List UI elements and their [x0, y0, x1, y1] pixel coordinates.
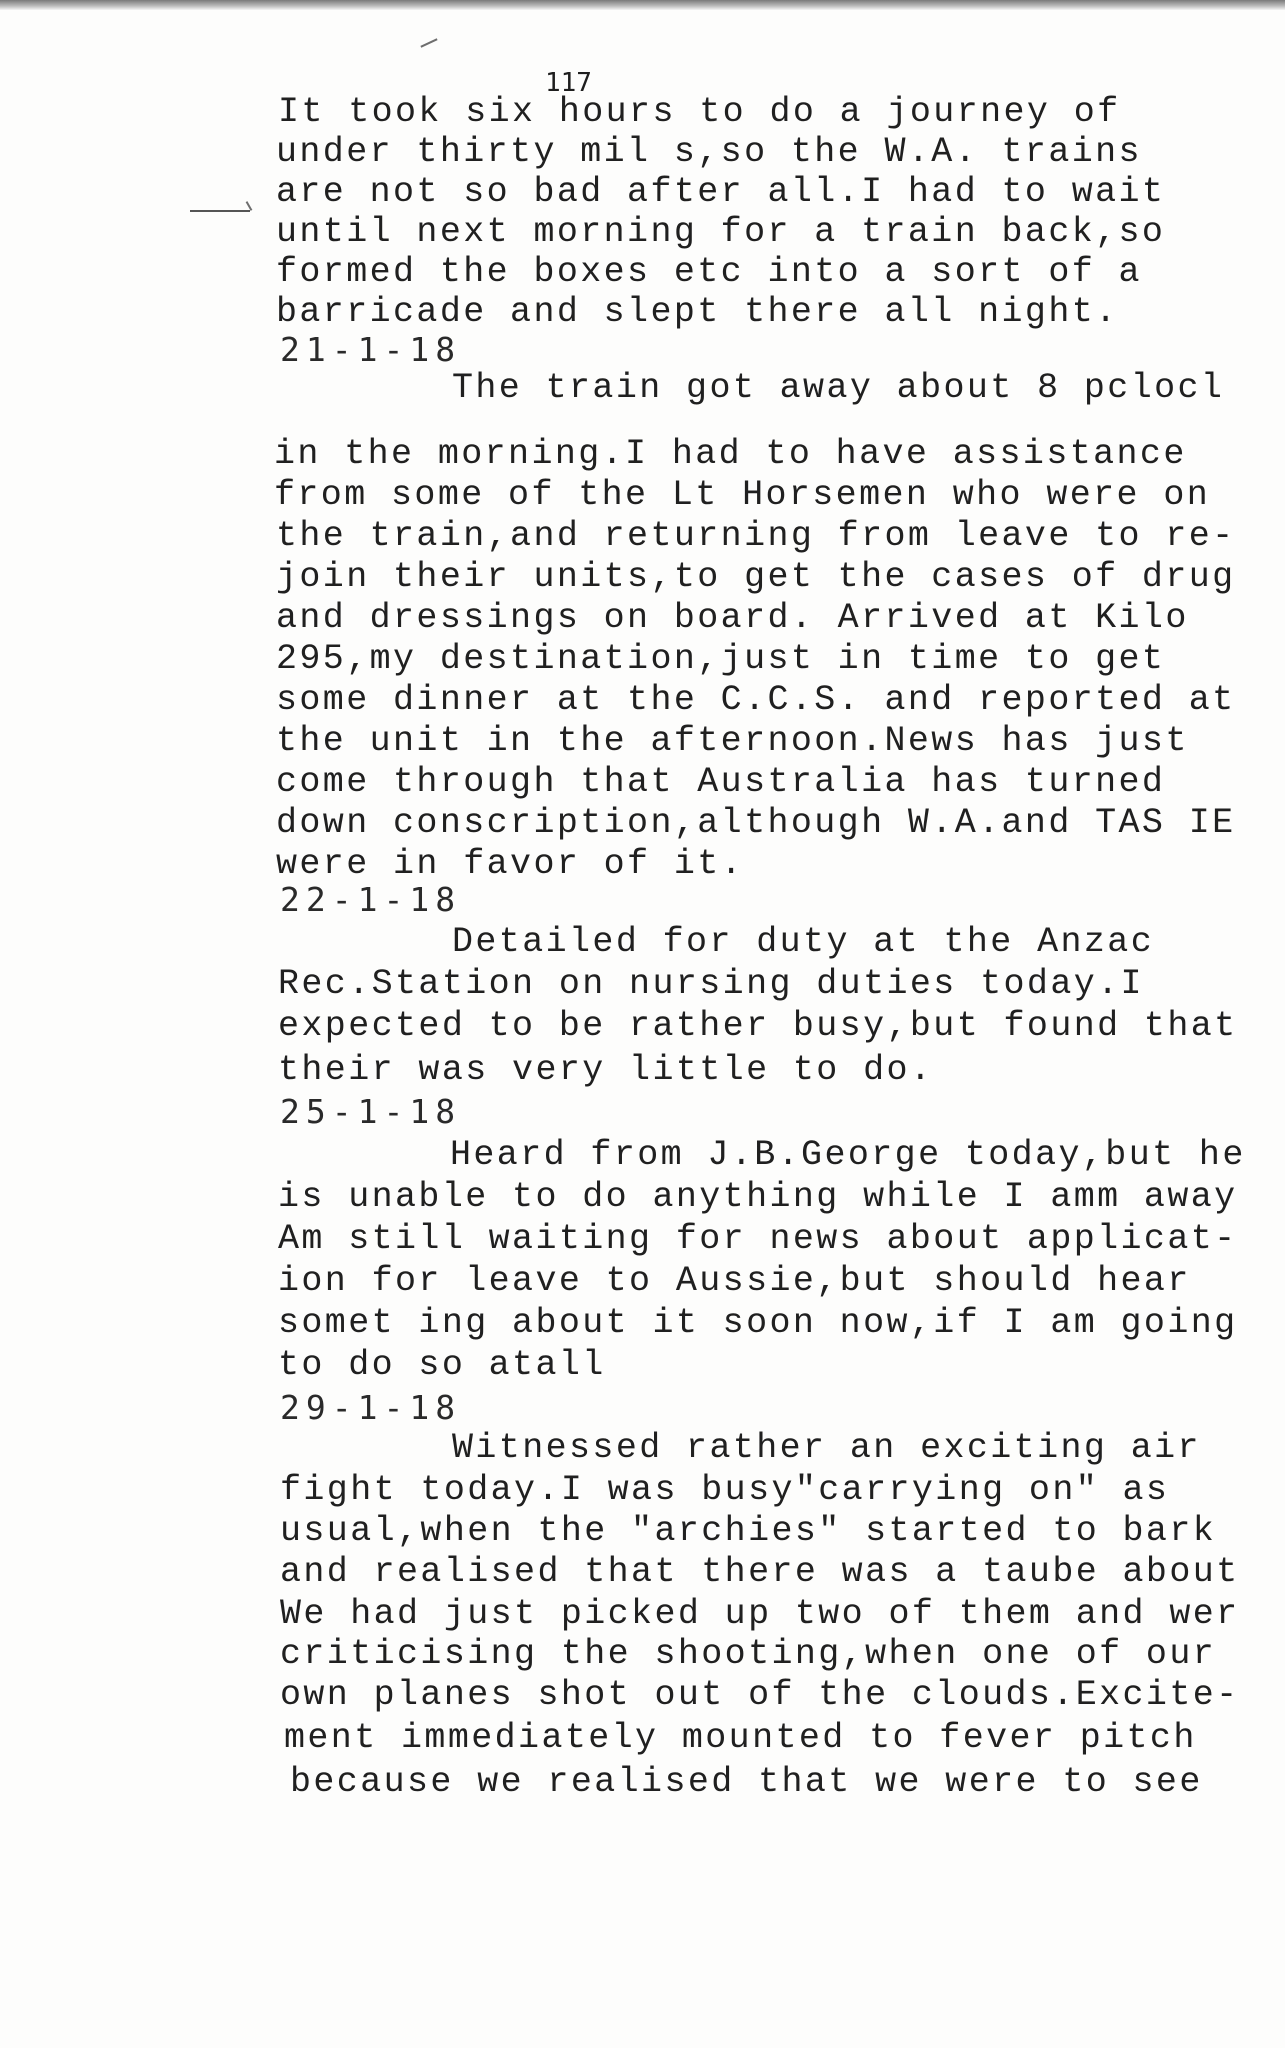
- entry-line: their was very little to do.: [278, 1050, 934, 1090]
- entry-line: fight today.I was busy"carrying on" as: [280, 1470, 1170, 1510]
- entry-line: The train got away about 8 pclocl: [452, 368, 1225, 408]
- entry-line: from some of the Lt Horsemen who were on: [274, 475, 1211, 515]
- entry-line: somet ing about it soon now,if I am going: [278, 1303, 1238, 1343]
- entry-line: 295,my destination,just in time to get: [276, 639, 1166, 679]
- entry-line: We had just picked up two of them and wer: [280, 1594, 1240, 1634]
- entry-date: 22-1-18: [280, 880, 462, 919]
- entry-line: Heard from J.B.George today,but he: [450, 1135, 1246, 1175]
- entry-line: the train,and returning from leave to re-: [276, 516, 1236, 556]
- entry-line: expected to be rather busy,but found that: [278, 1006, 1238, 1046]
- entry-line: Am still waiting for news about applicat-: [278, 1219, 1238, 1259]
- scan-mark: [420, 38, 437, 47]
- entry-line: because we realised that we were to see: [290, 1762, 1203, 1802]
- entry-line: is unable to do anything while I amm away: [278, 1177, 1238, 1217]
- scan-mark: [190, 210, 250, 212]
- entry-line: formed the boxes etc into a sort of a: [276, 252, 1142, 292]
- entry-line: Detailed for duty at the Anzac: [452, 922, 1155, 962]
- entry-line: Rec.Station on nursing duties today.I: [278, 964, 1144, 1004]
- entry-date: 21-1-18: [280, 330, 462, 369]
- entry-line: are not so bad after all.I had to wait: [276, 172, 1166, 212]
- page-number: 117: [545, 68, 592, 98]
- entry-line: barricade and slept there all night.: [276, 292, 1119, 332]
- entry-line: join their units,to get the cases of drug: [276, 557, 1236, 597]
- entry-line: ment immediately mounted to fever pitch: [284, 1718, 1197, 1758]
- entry-line: under thirty mil s,so the W.A. trains: [276, 132, 1142, 172]
- entry-line: until next morning for a train back,so: [276, 212, 1166, 252]
- entry-line: come through that Australia has turned: [276, 762, 1166, 802]
- entry-line: some dinner at the C.C.S. and reported at: [276, 680, 1236, 720]
- entry-line: in the morning.I had to have assistance: [274, 434, 1187, 474]
- entry-date: 25-1-18: [280, 1092, 462, 1131]
- entry-line: down conscription,although W.A.and TAS IE: [276, 803, 1236, 843]
- entry-line: and dressings on board. Arrived at Kilo: [276, 598, 1189, 638]
- scan-top-border: [0, 0, 1285, 10]
- entry-line: were in favor of it.: [276, 844, 745, 884]
- entry-line: and realised that there was a taube about: [280, 1552, 1240, 1592]
- entry-line: ion for leave to Aussie,but should hear: [278, 1261, 1191, 1301]
- entry-line: Witnessed rather an exciting air: [452, 1428, 1201, 1468]
- entry-date: 29-1-18: [280, 1388, 462, 1427]
- entry-line: own planes shot out of the clouds.Excite-: [280, 1675, 1240, 1715]
- entry-line: It took six hours to do a journey of: [278, 92, 1121, 132]
- entry-line: to do so atall: [278, 1345, 606, 1385]
- entry-line: usual,when the "archies" started to bark: [280, 1511, 1217, 1551]
- entry-line: criticising the shooting,when one of our: [280, 1634, 1217, 1674]
- entry-line: the unit in the afternoon.News has just: [276, 721, 1189, 761]
